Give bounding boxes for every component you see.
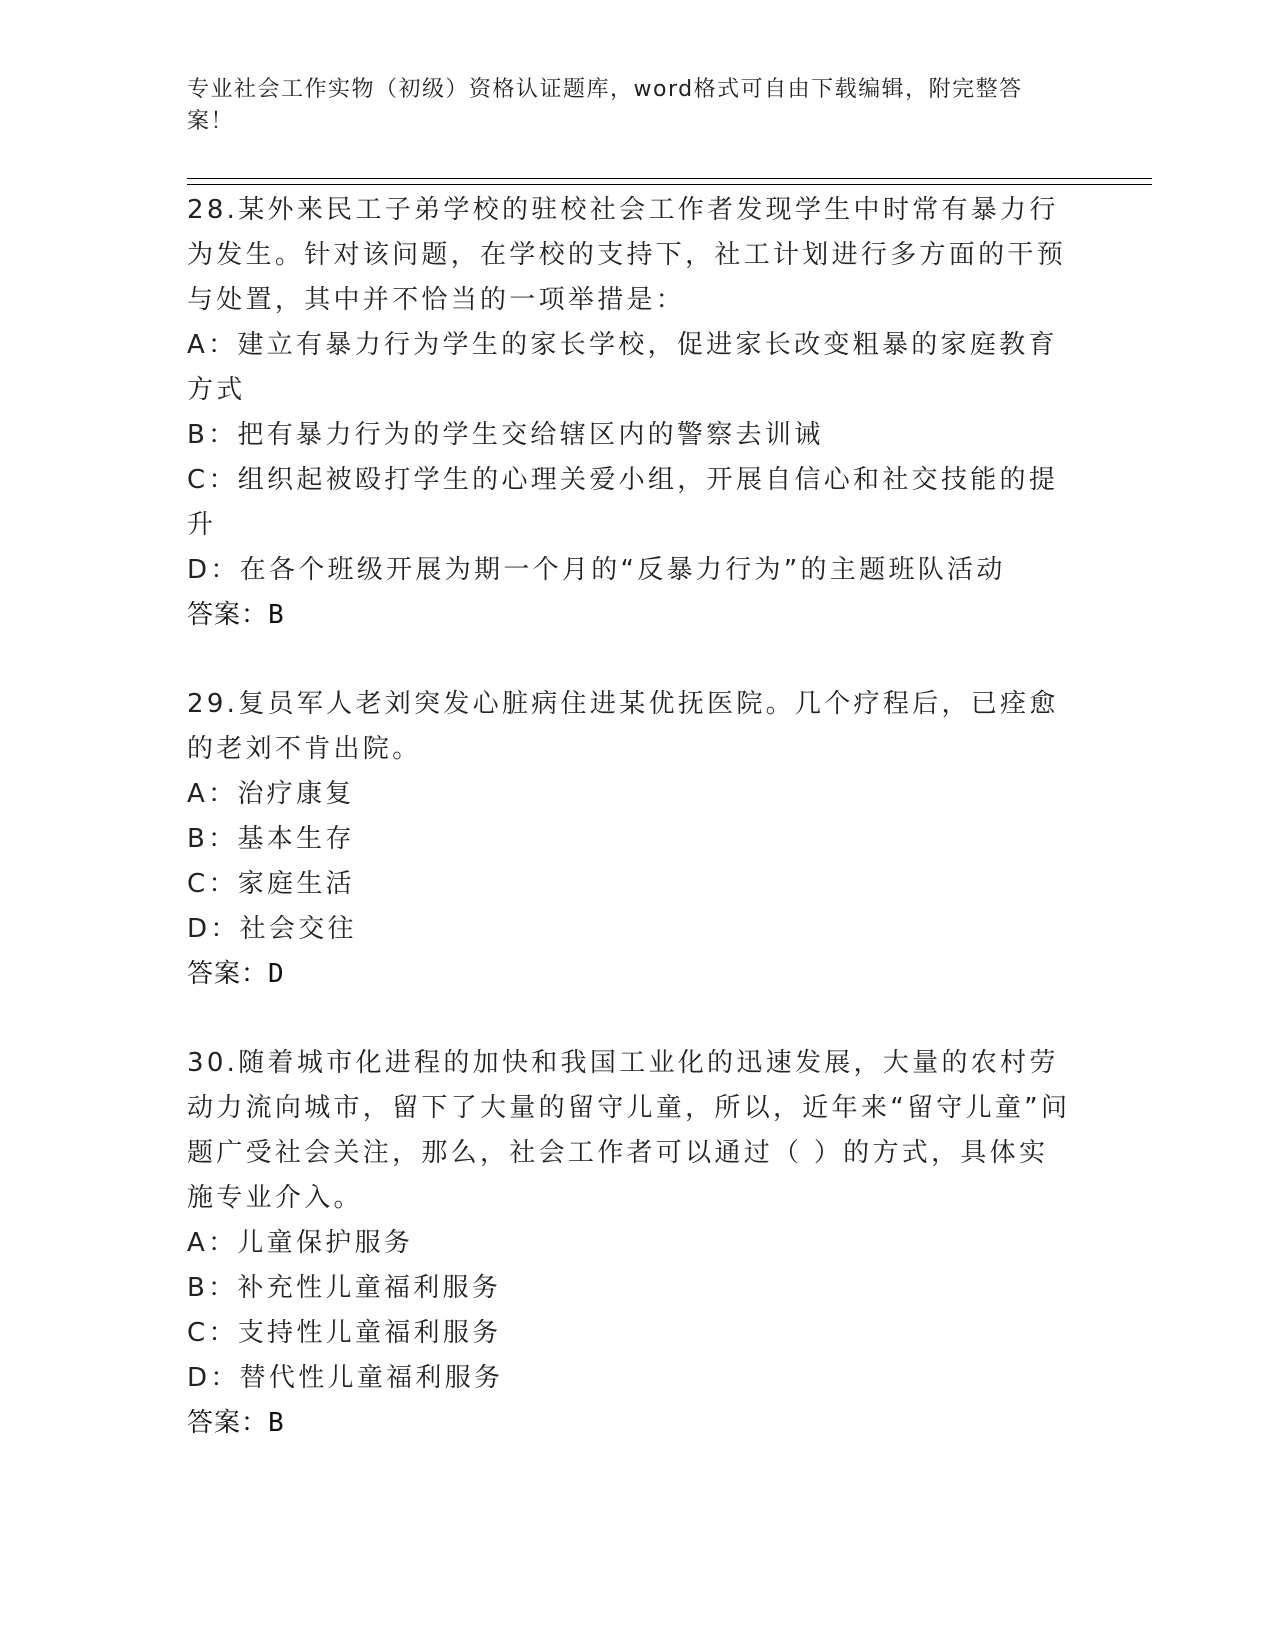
answer-value: D <box>268 959 285 989</box>
answer-line <box>187 593 1077 638</box>
option-c: C：组织起被殴打学生的心理关爱小组，开展自信心和社交技能的提升 <box>187 465 1059 540</box>
option-c: C：支持性儿童福利服务 <box>187 1318 502 1348</box>
answer-label: 答案： <box>187 600 269 630</box>
answer-line <box>187 952 1077 997</box>
option-d: D：在各个班级开展为期一个月的“反暴力行为”的主题班队活动 <box>187 555 1006 585</box>
question-list <box>187 188 1077 1446</box>
question-stem: 30.随着城市化进程的加快和我国工业化的迅速发展，大量的农村劳动力流向城市，留下了大量的留守儿童，所以，近年来“留守儿童”问题广受社会关注，那么，社会工作者可以通过（ ）的方式，具体实施专业介入。 <box>187 1048 1071 1213</box>
answer-value: B <box>268 1408 285 1438</box>
question-stem: 28.某外来民工子弟学校的驻校社会工作者发现学生中时常有暴力行为发生。针对该问题，在学校的支持下，社工计划进行多方面的干预与处置，其中并不恰当的一项举措是： <box>187 195 1067 315</box>
option-a: A：建立有暴力行为学生的家长学校，促进家长改变粗暴的家庭教育方式 <box>187 330 1058 405</box>
header-divider-thin <box>187 184 1152 185</box>
option-b: B：补充性儿童福利服务 <box>187 1273 502 1303</box>
option-d: D：社会交往 <box>187 914 357 944</box>
question-30 <box>187 1041 1077 1446</box>
option-b: B：把有暴力行为的学生交给辖区内的警察去训诫 <box>187 420 824 450</box>
answer-label: 答案： <box>187 1408 269 1438</box>
answer-label: 答案： <box>187 959 269 989</box>
question-28 <box>187 188 1077 638</box>
option-a: A：治疗康复 <box>187 779 355 809</box>
answer-line <box>187 1401 1077 1446</box>
option-a: A：儿童保护服务 <box>187 1228 414 1258</box>
option-c: C：家庭生活 <box>187 869 355 899</box>
answer-value: B <box>268 600 285 630</box>
option-d: D：替代性儿童福利服务 <box>187 1363 504 1393</box>
option-b: B：基本生存 <box>187 824 355 854</box>
header-divider-thick <box>187 178 1152 179</box>
question-stem: 29.复员军人老刘突发心脏病住进某优抚医院。几个疗程后，已痊愈的老刘不肯出院。 <box>187 689 1059 764</box>
question-29 <box>187 682 1077 997</box>
document-header: 专业社会工作实物（初级）资格认证题库，word格式可自由下载编辑，附完整答案！ <box>187 77 1023 134</box>
